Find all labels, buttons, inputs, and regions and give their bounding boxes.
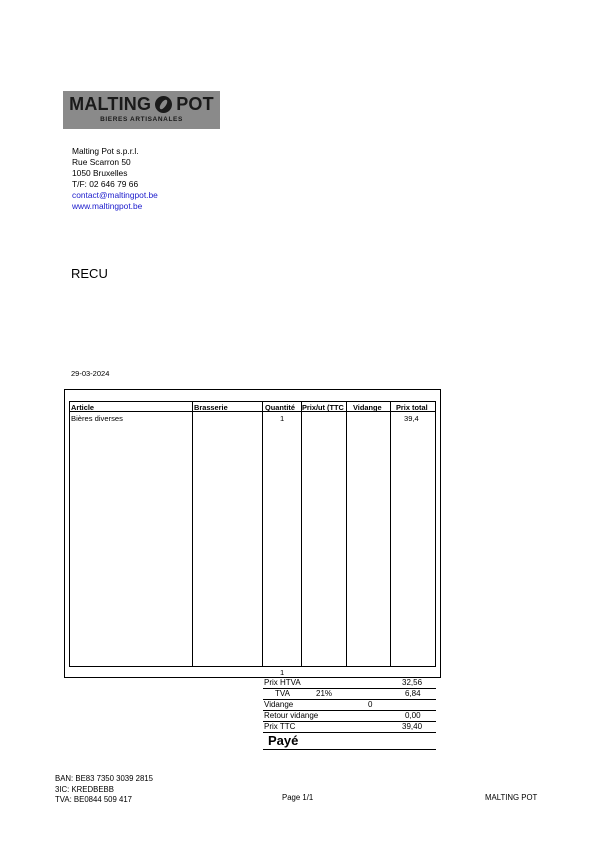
document-title: RECU bbox=[71, 266, 108, 281]
header-prix-ut: Prix/ut (TTC bbox=[302, 403, 344, 412]
retour-label: Retour vidange bbox=[264, 711, 319, 720]
footer-tva: TVA: BE0844 509 417 bbox=[55, 795, 133, 804]
total-retour-row bbox=[263, 711, 436, 722]
hop-icon bbox=[155, 96, 172, 113]
header-article: Article bbox=[71, 403, 95, 412]
column-divider bbox=[390, 401, 391, 667]
footer-iban: BAN: BE83 7350 3039 2815 bbox=[55, 774, 153, 783]
ttc-label: Prix TTC bbox=[264, 722, 296, 731]
payment-status-label: Payé bbox=[268, 733, 299, 748]
footer-page-number: Page 1/1 bbox=[282, 793, 314, 802]
retour-value: 0,00 bbox=[405, 711, 421, 720]
header-brasserie: Brasserie bbox=[194, 403, 228, 412]
total-vidange-row bbox=[263, 700, 436, 711]
column-divider bbox=[301, 401, 302, 667]
vidange-label: Vidange bbox=[264, 700, 294, 709]
column-divider bbox=[192, 401, 193, 667]
ttc-value: 39,40 bbox=[402, 722, 423, 731]
company-phone: T/F: 02 646 79 66 bbox=[72, 179, 139, 189]
company-logo bbox=[63, 91, 220, 129]
tva-value: 6,84 bbox=[405, 689, 421, 698]
cell-article: Bières diverses bbox=[71, 414, 123, 423]
total-ttc-row bbox=[263, 722, 436, 733]
tva-rate: 21% bbox=[316, 689, 333, 698]
items-table bbox=[69, 401, 436, 667]
htva-value: 32,56 bbox=[402, 678, 423, 687]
header-prix-total: Prix total bbox=[396, 403, 428, 412]
company-website-link[interactable]: www.maltingpot.be bbox=[72, 201, 143, 211]
total-tva-row bbox=[263, 689, 436, 700]
header-vidange: Vidange bbox=[353, 403, 382, 412]
document-date: 29-03-2024 bbox=[71, 369, 110, 378]
total-quantity: 1 bbox=[280, 668, 285, 677]
payment-status bbox=[263, 733, 436, 750]
company-email-link[interactable]: contact@maltingpot.be bbox=[72, 190, 158, 200]
header-quantite: Quantité bbox=[265, 403, 295, 412]
footer-company: MALTING POT bbox=[485, 793, 538, 802]
logo-tagline: BIERES ARTISANALES bbox=[100, 116, 183, 123]
vidange-value: 0 bbox=[368, 700, 373, 709]
cell-prix-total: 39,4 bbox=[404, 414, 419, 423]
company-city: 1050 Bruxelles bbox=[72, 168, 128, 178]
tva-label: TVA bbox=[275, 689, 290, 698]
logo-brand-right: POT bbox=[176, 94, 214, 114]
column-divider bbox=[262, 401, 263, 667]
company-street: Rue Scarron 50 bbox=[72, 157, 131, 167]
htva-label: Prix HTVA bbox=[264, 678, 301, 687]
total-htva-row bbox=[263, 678, 436, 689]
cell-quantite: 1 bbox=[280, 414, 285, 423]
company-name: Malting Pot s.p.r.l. bbox=[72, 146, 139, 156]
logo-brand bbox=[63, 93, 220, 115]
column-divider bbox=[346, 401, 347, 667]
footer-bic: 3IC: KREDBEBB bbox=[55, 785, 114, 794]
logo-brand-left: MALTING bbox=[69, 94, 152, 114]
